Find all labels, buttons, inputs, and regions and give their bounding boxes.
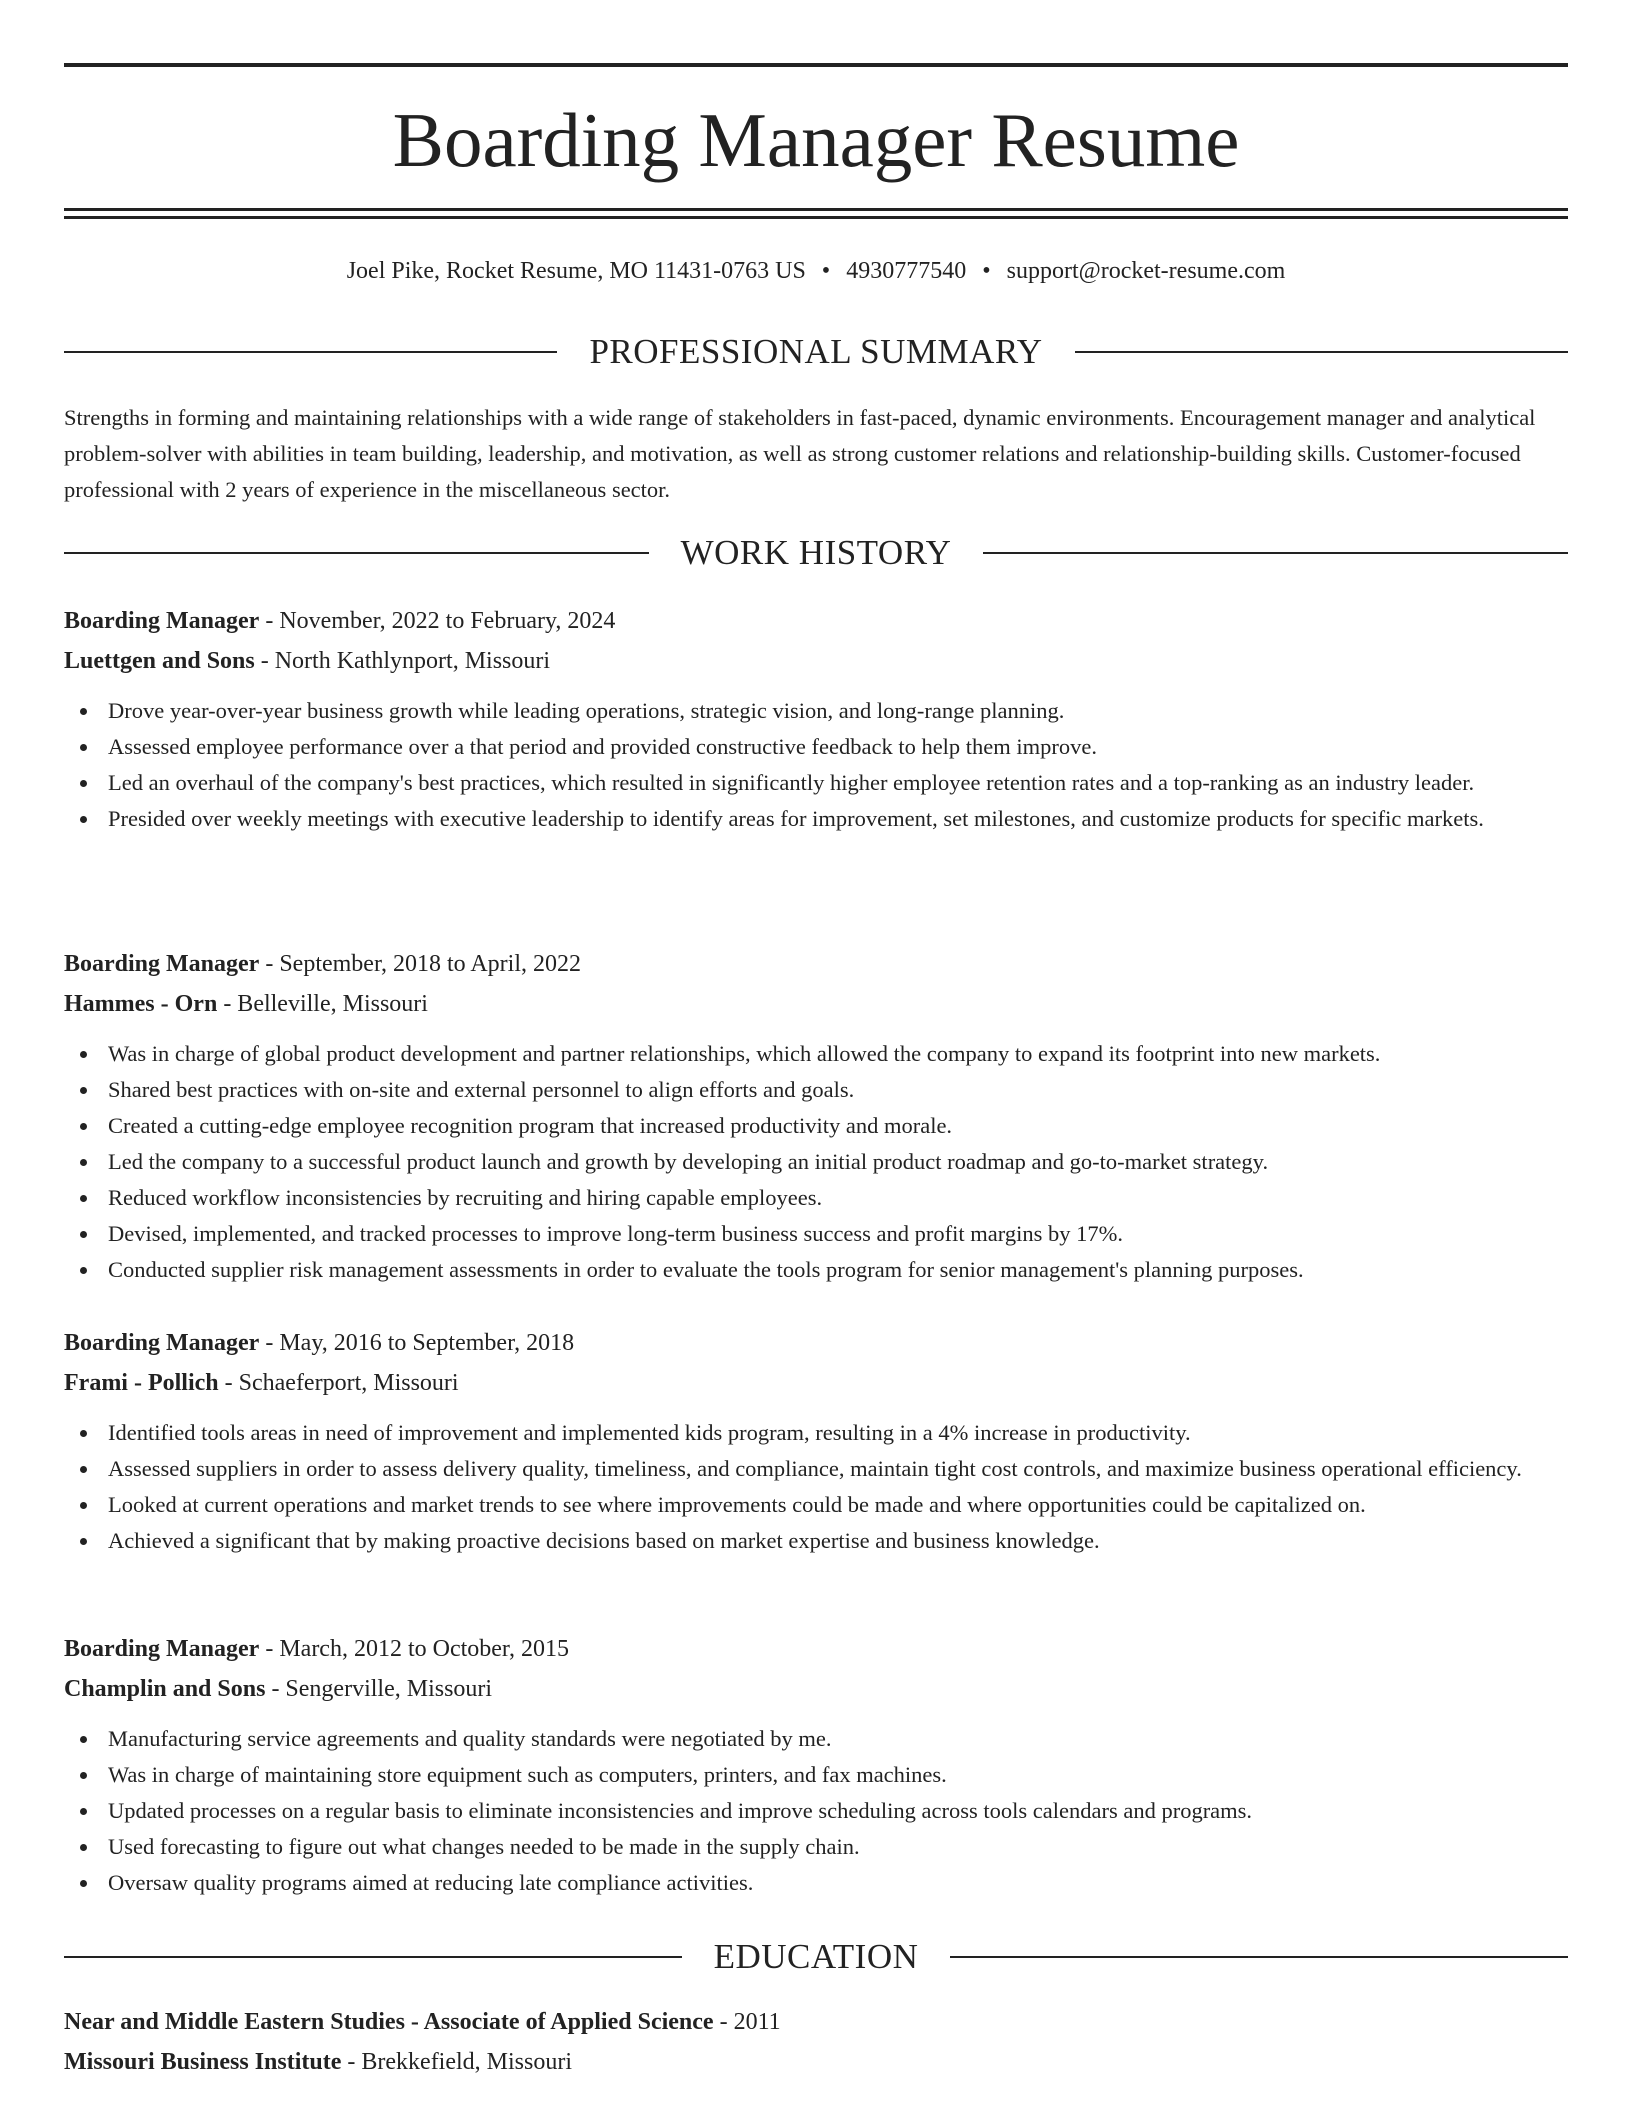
job-bullet: Created a cutting-edge employee recognition program that increased productivity and morale. [64, 1108, 1568, 1144]
education-school: Missouri Business Institute [64, 2049, 342, 2075]
job-company-line [64, 1363, 1568, 1403]
heading-rule [64, 552, 649, 554]
job-title-line [64, 1629, 1568, 1669]
job-company-line [64, 1669, 1568, 1709]
job-bullet: Presided over weekly meetings with executive leadership to identify areas for improvement, set milestones, and customize products for specific markets. [64, 801, 1568, 837]
job-company-line [64, 641, 1568, 681]
job-dates: - March, 2012 to October, 2015 [259, 1636, 569, 1662]
job-company: Hammes - Orn [64, 991, 218, 1017]
job-title: Boarding Manager [64, 951, 260, 977]
job-location: - North Kathlynport, Missouri [254, 648, 551, 674]
section-heading-work [64, 533, 1568, 573]
job-bullet: Identified tools areas in need of improvement and implemented kids program, resulting in a 4% increase in productivity. [64, 1415, 1568, 1451]
job-bullet: Looked at current operations and market trends to see where improvements could be made and where opportunities could be capitalized on. [64, 1487, 1568, 1523]
job-bullets [64, 1415, 1568, 1559]
job-bullet: Conducted supplier risk management assessments in order to evaluate the tools program for senior management's planning purposes. [64, 1252, 1568, 1288]
job-company-line [64, 984, 1568, 1024]
job-entry [64, 1629, 1568, 1901]
job-company: Luettgen and Sons [64, 648, 255, 674]
job-dates: - September, 2018 to April, 2022 [259, 951, 581, 977]
title-rule-upper [64, 208, 1568, 211]
page-title: Boarding Manager Resume [392, 97, 1240, 183]
contact-separator: • [982, 258, 991, 284]
top-rule [64, 63, 1568, 67]
job-title-line [64, 944, 1568, 984]
job-bullet: Shared best practices with on-site and external personnel to align efforts and goals. [64, 1072, 1568, 1108]
job-bullet: Reduced workflow inconsistencies by recruiting and hiring capable employees. [64, 1180, 1568, 1216]
heading-rule [950, 1956, 1568, 1958]
contact-address: Joel Pike, Rocket Resume, MO 11431-0763 US [346, 258, 806, 284]
job-bullets [64, 693, 1568, 837]
job-bullet: Led an overhaul of the company's best practices, which resulted in significantly higher employee retention rates and a top-ranking as an industry leader. [64, 765, 1568, 801]
heading-rule [64, 1956, 682, 1958]
section-heading-summary [64, 332, 1568, 372]
heading-rule [64, 351, 557, 353]
job-title-line [64, 601, 1568, 641]
section-title: PROFESSIONAL SUMMARY [589, 332, 1043, 371]
job-bullet: Was in charge of global product development and partner relationships, which allowed the company to expand its footprint into new markets. [64, 1036, 1568, 1072]
heading-rule [983, 552, 1568, 554]
education-location: - Brekkefield, Missouri [341, 2049, 573, 2075]
contact-line [64, 254, 1568, 288]
job-bullet: Manufacturing service agreements and quality standards were negotiated by me. [64, 1721, 1568, 1757]
section-heading-education [64, 1937, 1568, 1977]
job-dates: - November, 2022 to February, 2024 [259, 608, 616, 634]
section-title: WORK HISTORY [680, 533, 952, 572]
job-bullet: Oversaw quality programs aimed at reducing late compliance activities. [64, 1865, 1568, 1901]
job-bullet: Was in charge of maintaining store equipment such as computers, printers, and fax machines. [64, 1757, 1568, 1793]
education-school-line [64, 2042, 1568, 2082]
education-degree-line [64, 2002, 1568, 2042]
education-degree: Near and Middle Eastern Studies - Associate of Applied Science [64, 2009, 714, 2035]
job-title: Boarding Manager [64, 1330, 260, 1356]
job-location: - Belleville, Missouri [217, 991, 428, 1017]
job-company: Frami - Pollich [64, 1370, 219, 1396]
job-bullet: Drove year-over-year business growth while leading operations, strategic vision, and long-range planning. [64, 693, 1568, 729]
contact-email: support@rocket-resume.com [1006, 258, 1286, 284]
contact-phone: 4930777540 [846, 258, 967, 284]
job-dates: - May, 2016 to September, 2018 [259, 1330, 575, 1356]
job-bullet: Led the company to a successful product launch and growth by developing an initial product roadmap and go-to-market strategy. [64, 1144, 1568, 1180]
title-rule-lower [64, 216, 1568, 219]
job-entry [64, 601, 1568, 837]
job-title-line [64, 1323, 1568, 1363]
job-bullets [64, 1721, 1568, 1901]
job-title: Boarding Manager [64, 1636, 260, 1662]
job-bullet: Devised, implemented, and tracked processes to improve long-term business success and profit margins by 17%. [64, 1216, 1568, 1252]
job-bullet: Achieved a significant that by making proactive decisions based on market expertise and business knowledge. [64, 1523, 1568, 1559]
summary-text: Strengths in forming and maintaining relationships with a wide range of stakeholders in fast-paced, dynamic environments. Encouragement manager and analytical problem-solver with abilities in team building, leadership, and motivation, as well as strong customer relations and relationship-building skills. Customer-focused professional with 2 years of experience in the miscellaneous sector. [64, 405, 1536, 502]
job-bullets [64, 1036, 1568, 1288]
job-location: - Sengerville, Missouri [265, 1676, 493, 1702]
job-location: - Schaeferport, Missouri [218, 1370, 459, 1396]
section-title: EDUCATION [713, 1937, 919, 1976]
job-company: Champlin and Sons [64, 1676, 266, 1702]
contact-separator: • [821, 258, 831, 284]
job-bullet: Assessed suppliers in order to assess delivery quality, timeliness, and compliance, maintain tight cost controls, and maximize business operational efficiency. [64, 1451, 1568, 1487]
education-entry [64, 2002, 1568, 2082]
job-bullet: Used forecasting to figure out what changes needed to be made in the supply chain. [64, 1829, 1568, 1865]
education-year: - 2011 [713, 2009, 781, 2035]
job-entry [64, 944, 1568, 1288]
job-bullet: Updated processes on a regular basis to eliminate inconsistencies and improve scheduling across tools calendars and programs. [64, 1793, 1568, 1829]
heading-rule [1075, 351, 1568, 353]
job-entry [64, 1323, 1568, 1559]
job-title: Boarding Manager [64, 608, 260, 634]
job-bullet: Assessed employee performance over a that period and provided constructive feedback to help them improve. [64, 729, 1568, 765]
